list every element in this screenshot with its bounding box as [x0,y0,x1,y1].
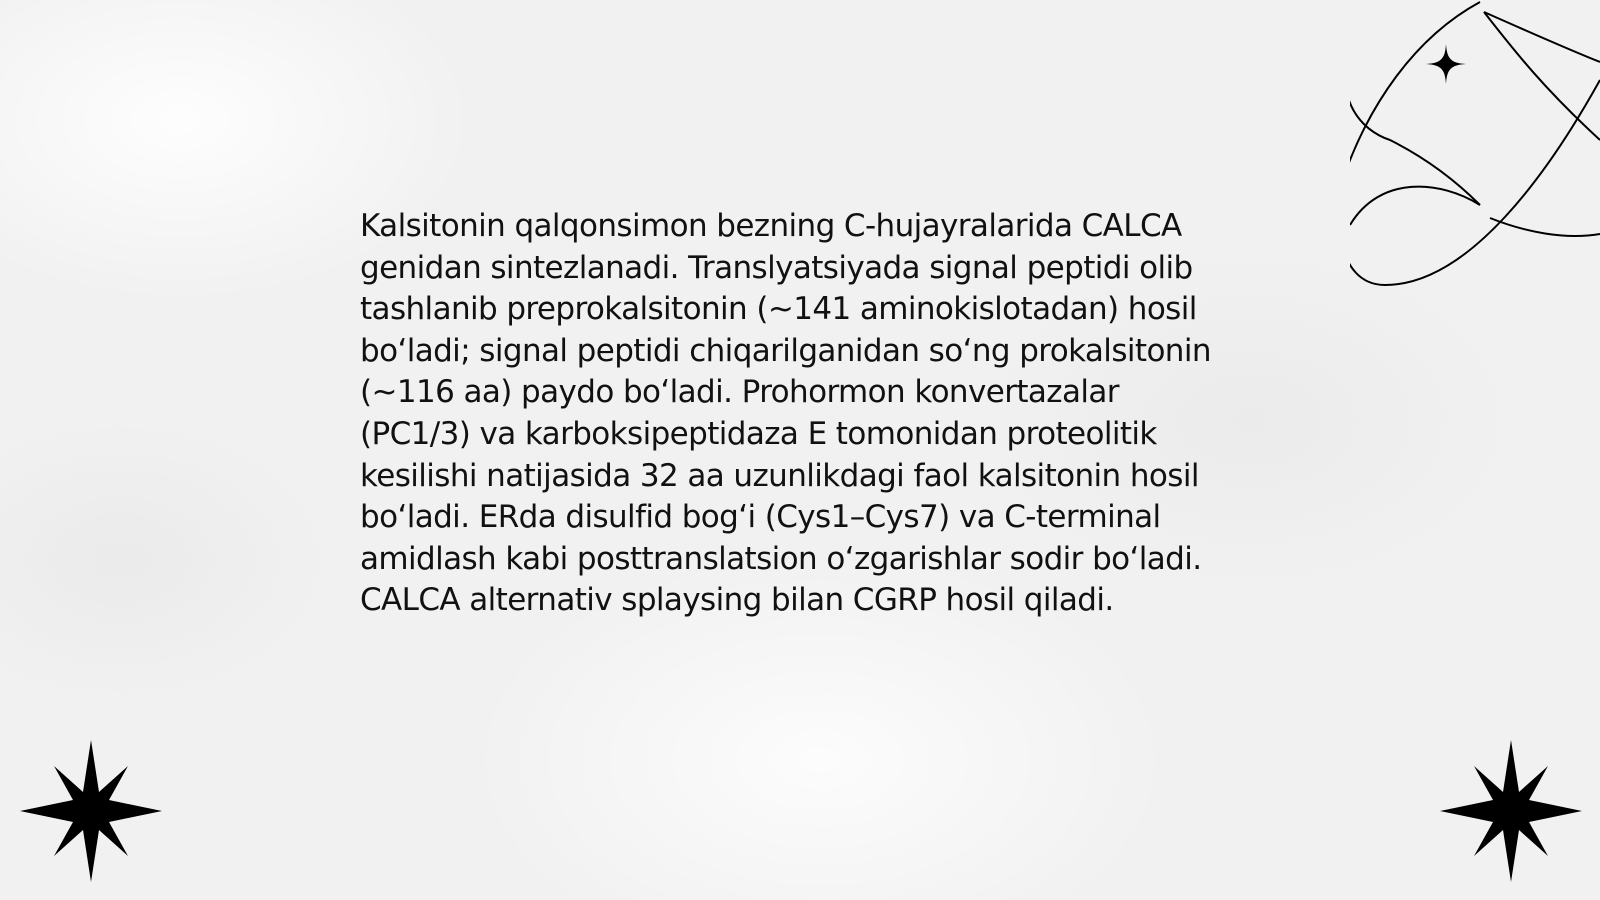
orbit-swirl-icon [1350,0,1600,290]
body-paragraph: Kalsitonin qalqonsimon bezning C-hujayralarida CALCA genidan sintezlanadi. Translyatsiyada signal peptidi olib tashlanib preprokalsitonin (~141 aminokislotadan) hosil bo‘ladi; signal peptidi chiqarilganidan so‘ng prokalsitonin (~116 aa) paydo bo‘ladi. Prohormon konvertazalar (PC1/3) va karboksipeptidaza E tomonidan proteolitik kesilishi natijasida 32 aa uzunlikdagi faol kalsitonin hosil bo‘ladi. ERda disulfid bog‘i (Cys1–Cys7) va C-terminal amidlash kabi posttranslatsion o‘zgarishlar sodir bo‘ladi. CALCA alternativ splaysing bilan CGRP hosil qiladi. [360,208,1211,619]
four-point-star-icon [20,740,162,882]
four-point-star-icon [1440,740,1582,882]
sparkle-icon [1424,42,1468,86]
